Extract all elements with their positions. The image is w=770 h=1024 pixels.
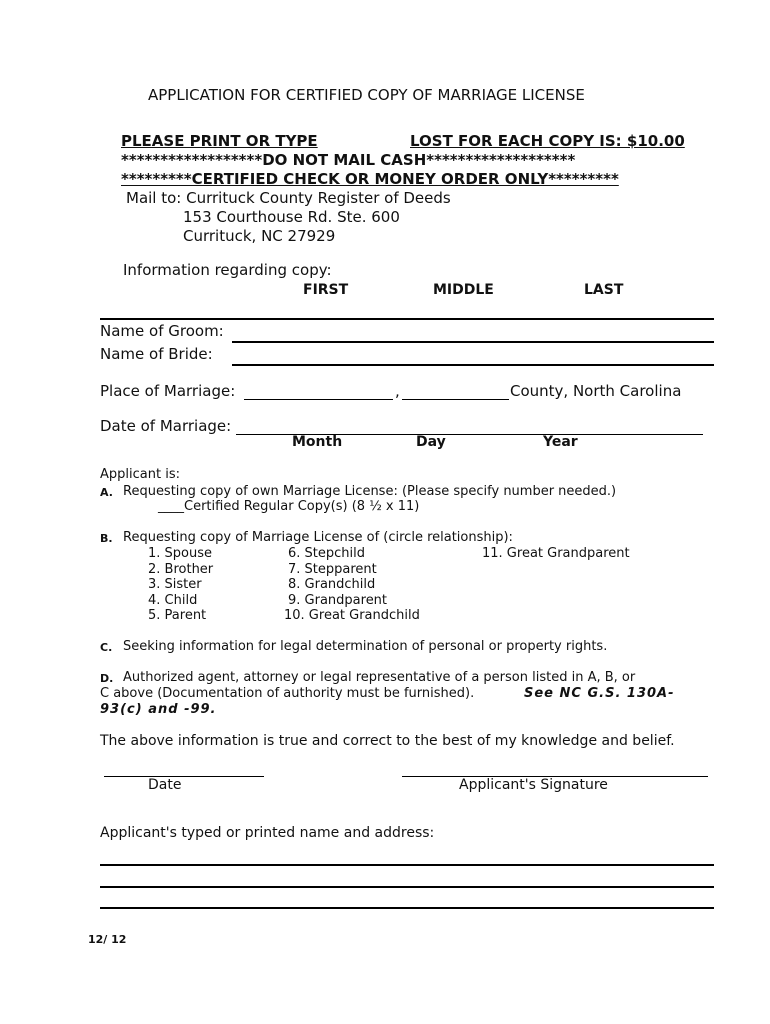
rel-sister[interactable]: 3. Sister [148,577,202,592]
option-d-citation2: 93(c) and -99. [100,702,217,717]
place-city-field[interactable] [244,399,393,400]
option-a-sub: ____Certified Regular Copy(s) (8 ½ x 11) [158,499,420,514]
option-a-text: Requesting copy of own Marriage License: (Please specify number needed.) [123,484,617,499]
rel-great-grandchild[interactable]: 10. Great Grandchild [284,608,420,623]
no-cash-notice: ******************DO NOT MAIL CASH******************* [121,151,576,169]
col-year: Year [543,434,578,450]
revision-date: 12/ 12 [88,933,127,946]
print-type-notice: PLEASE PRINT OR TYPE [121,132,318,150]
col-first: FIRST [303,282,349,298]
option-c-text: Seeking information for legal determination of personal or property rights. [123,639,608,654]
fee-notice: LOST FOR EACH COPY IS: $10.00 [410,132,685,150]
rel-great-grandparent[interactable]: 11. Great Grandparent [482,546,630,561]
option-a-letter: A. [100,486,113,499]
groom-top-rule [100,318,714,320]
rel-stepparent[interactable]: 7. Stepparent [288,562,377,577]
option-d-letter: D. [100,672,114,685]
mail-to-line2: 153 Courthouse Rd. Ste. 600 [183,208,400,226]
bride-label: Name of Bride: [100,345,213,363]
option-d-citation1: See NC G.S. 130A- [524,686,675,701]
place-comma: , [395,382,400,400]
certified-check-notice: *********CERTIFIED CHECK OR MONEY ORDER ONLY********* [121,170,619,188]
date-sign-label: Date [148,777,182,793]
address-label: Applicant's typed or printed name and address: [100,825,435,841]
col-day: Day [416,434,446,450]
date-sign-field[interactable] [104,776,264,777]
place-county-field[interactable] [402,399,509,400]
mail-to-line1: Mail to: Currituck County Register of Deeds [126,189,451,207]
option-d-text1: Authorized agent, attorney or legal representative of a person listed in A, B, or [123,670,636,685]
signature-label: Applicant's Signature [459,777,608,793]
option-b-letter: B. [100,532,113,545]
bride-field[interactable] [232,364,714,366]
rel-brother[interactable]: 2. Brother [148,562,214,577]
place-suffix: County, North Carolina [510,382,682,400]
rel-grandchild[interactable]: 8. Grandchild [288,577,376,592]
place-label: Place of Marriage: [100,382,236,400]
applicant-heading: Applicant is: [100,467,180,482]
declaration: The above information is true and correct to the best of my knowledge and belief. [100,733,675,749]
mail-to-line3: Currituck, NC 27929 [183,227,336,245]
groom-field[interactable] [232,341,714,343]
rel-spouse[interactable]: 1. Spouse [148,546,213,561]
rel-stepchild[interactable]: 6. Stepchild [288,546,365,561]
option-b-text: Requesting copy of Marriage License of (circle relationship): [123,530,513,545]
rel-parent[interactable]: 5. Parent [148,608,207,623]
option-c-letter: C. [100,641,113,654]
page-title: APPLICATION FOR CERTIFIED COPY OF MARRIAGE LICENSE [148,86,585,104]
address-line-1[interactable] [100,864,714,866]
info-label: Information regarding copy: [123,261,332,279]
date-label: Date of Marriage: [100,417,232,435]
col-month: Month [292,434,343,450]
col-last: LAST [584,282,624,298]
rel-child[interactable]: 4. Child [148,593,198,608]
col-middle: MIDDLE [433,282,494,298]
address-line-2[interactable] [100,886,714,888]
rel-grandparent[interactable]: 9. Grandparent [288,593,388,608]
address-line-3[interactable] [100,907,714,909]
groom-label: Name of Groom: [100,322,224,340]
option-d-text2: C above (Documentation of authority must be furnished). [100,686,475,701]
